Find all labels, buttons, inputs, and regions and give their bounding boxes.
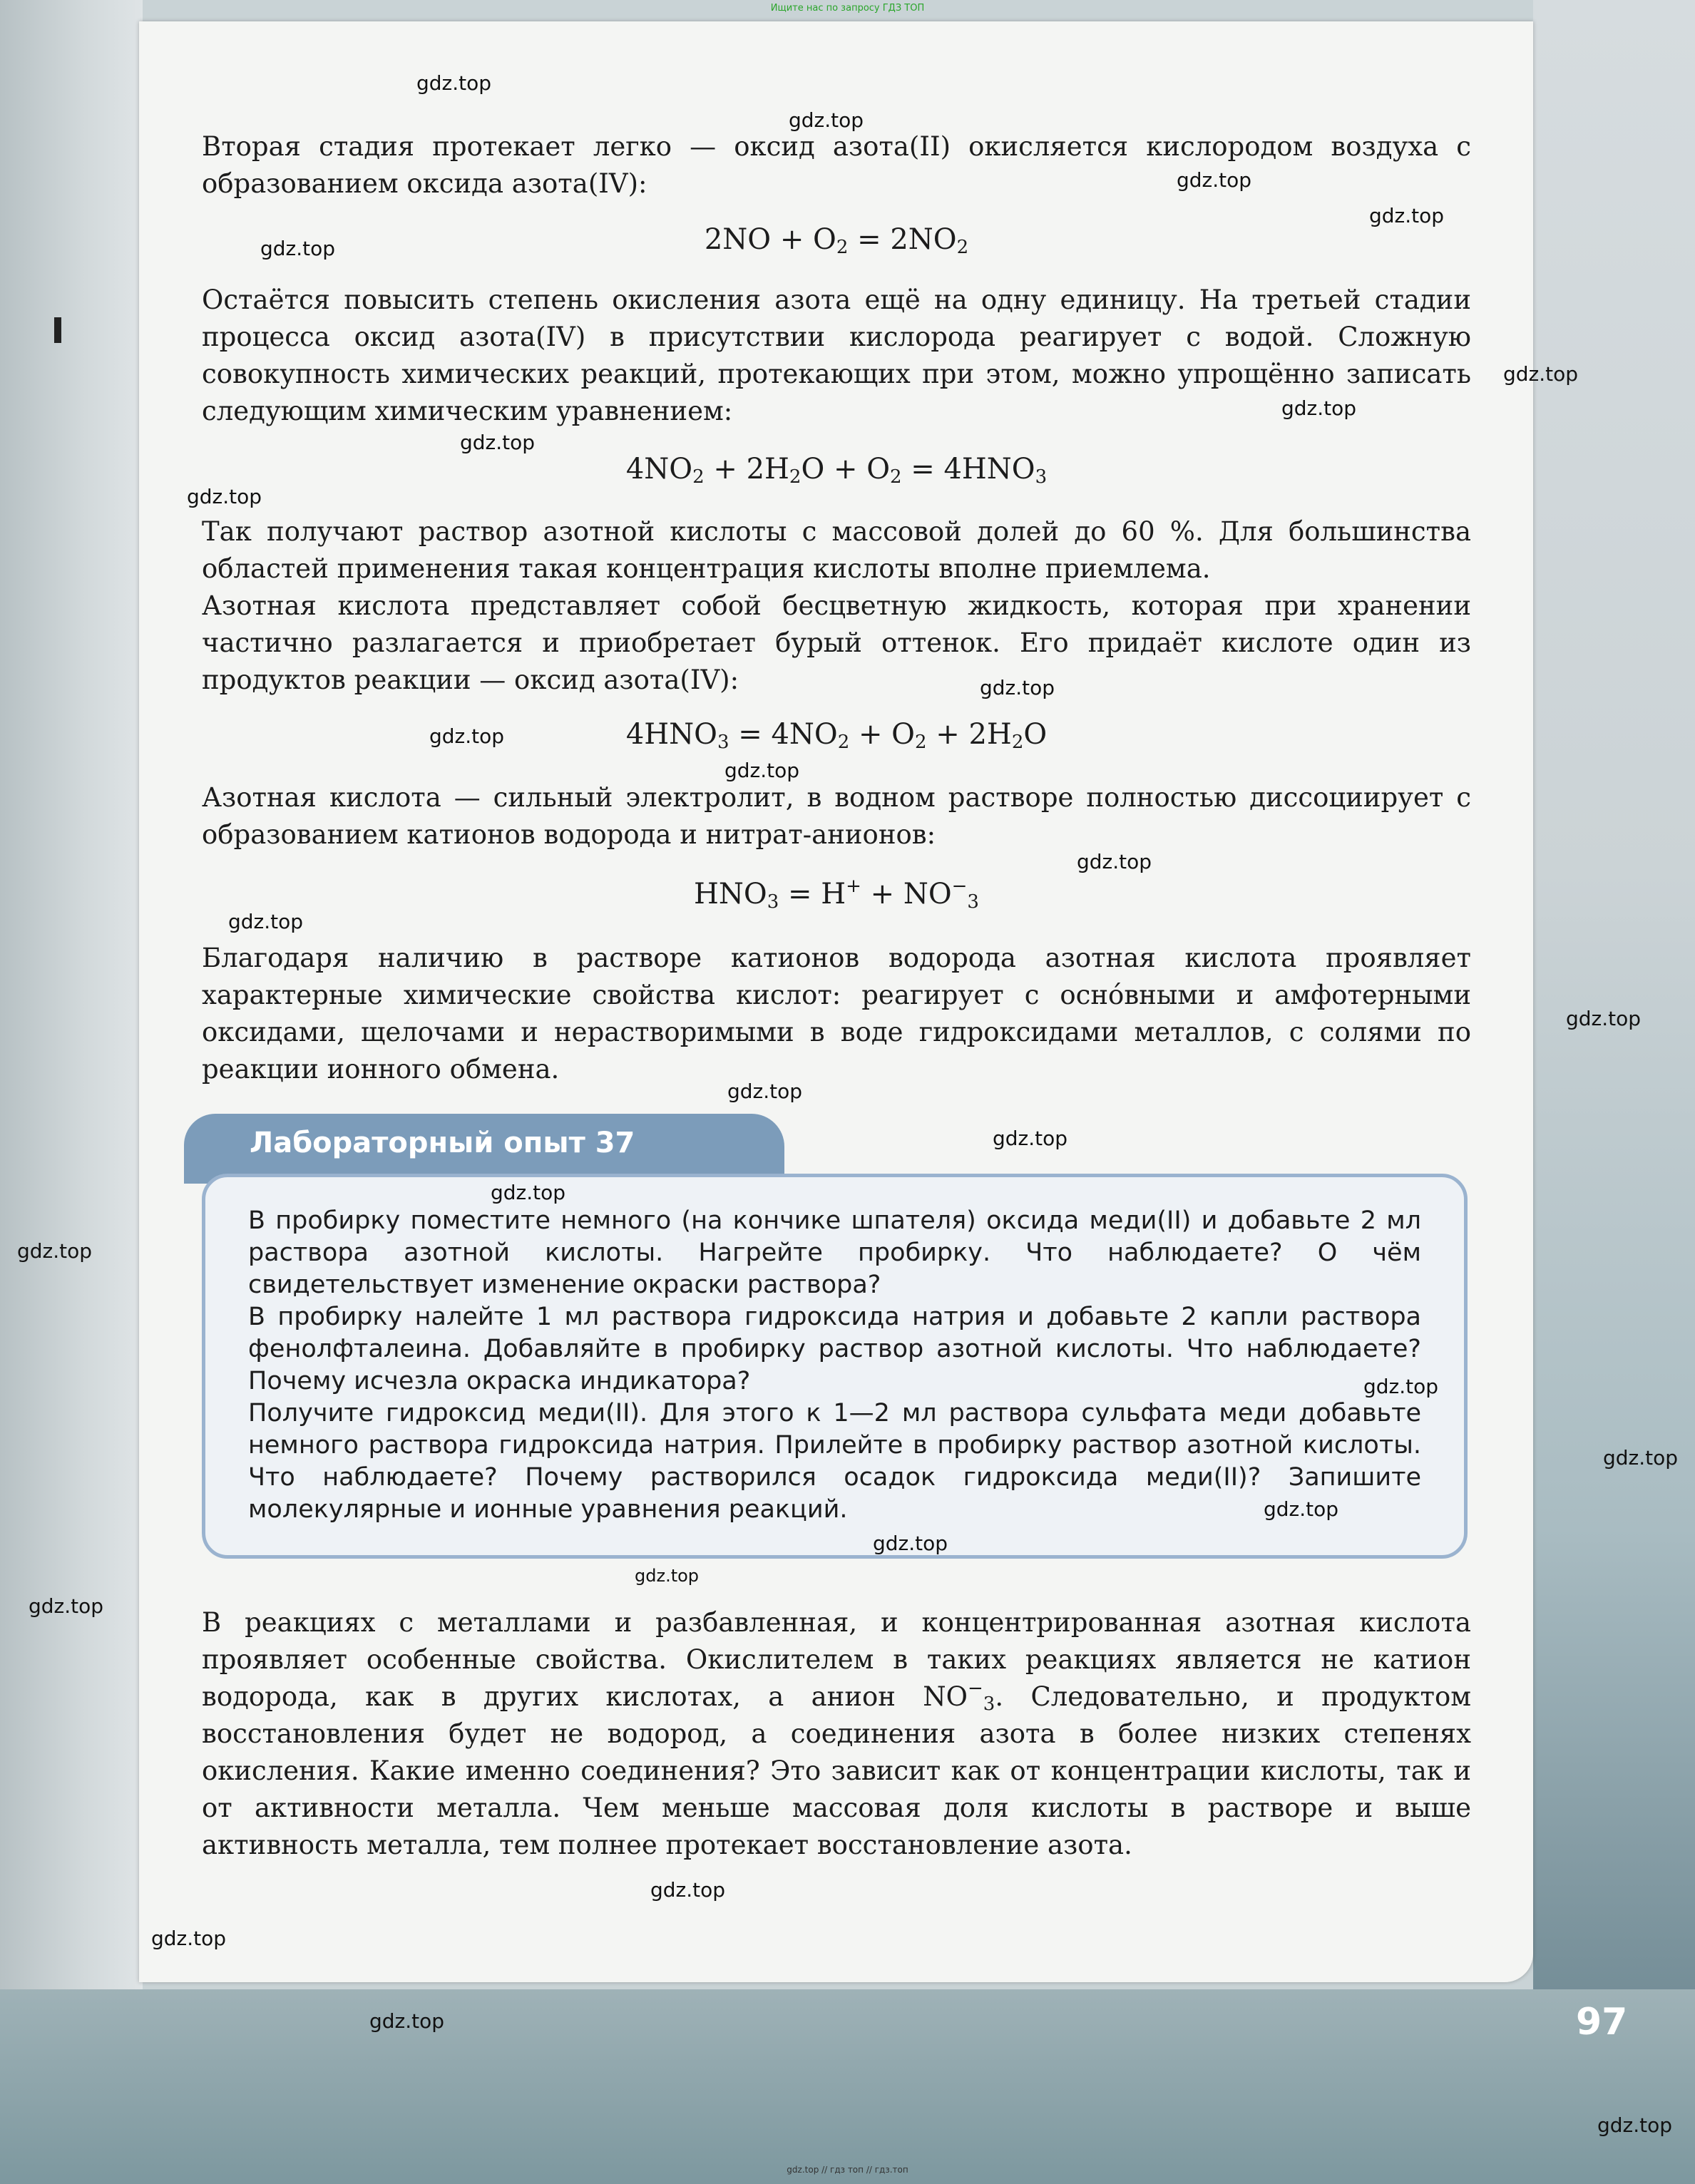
watermark: gdz.top <box>650 1878 726 1902</box>
lab-instructions <box>248 1205 1421 1526</box>
paragraph-4: Азотная кислота представляет собой бесцветную жидкость, которая при хранении частично разлагается и приобретает бурый оттенок. Его придаёт кислоте один из продуктов реакции — оксид азота(IV): <box>202 590 1471 695</box>
left-background <box>0 0 143 2184</box>
paragraph-5: Азотная кислота — сильный электролит, в водном растворе полностью диссоциирует с образованием катионов водорода и нитрат-анионов: <box>202 782 1471 850</box>
paragraph-2: Остаётся повысить степень окисления азота ещё на одну единицу. На третьей стадии процесса оксид азота(IV) в присутствии кислорода реагирует с водой. Сложную совокупность химических реакций, протекающих при этом, можно упрощённо записать следующим химическим уравнением: <box>202 284 1471 426</box>
watermark: gdz.top <box>29 1594 104 1618</box>
bottom-background <box>0 1989 1695 2184</box>
lab-item: Получите гидроксид меди(II). Для этого к 1—2 мл раствора сульфата меди добавьте немного раствора гидроксида натрия. Прилейте в пробирку раствор азотной кислоты. Что наблюдаете? Почему растворился осадок гидроксида меди(II)? Запишите молекулярные и ионные уравнения реакций. <box>248 1399 1421 1524</box>
watermark: gdz.top <box>1281 396 1357 420</box>
watermark: gdz.top <box>460 431 536 454</box>
watermark: gdz.top <box>228 910 304 933</box>
watermark: gdz.top <box>1503 362 1579 386</box>
watermark: gdz.top <box>789 108 864 132</box>
watermark: gdz.top <box>873 1532 948 1555</box>
binding-mark <box>54 317 61 343</box>
header-note: Ищите нас по запросу ГДЗ ТОП <box>770 3 925 14</box>
right-background <box>1533 0 1695 2184</box>
watermark: gdz.top <box>187 485 262 508</box>
watermark: gdz.top <box>260 237 336 260</box>
equation-1: $2NO + O_2 = 2NO_2$ <box>704 223 969 258</box>
watermark: gdz.top <box>429 724 505 748</box>
equation-2: $4NO_2 + 2H_2O + O_2 = 4HNO_3$ <box>625 453 1048 488</box>
watermark: gdz.top <box>151 1927 227 1950</box>
lab-item: В пробирку поместите немного (на кончике шпателя) оксида меди(II) и добавьте 2 мл раствора азотной кислоты. Нагрейте пробирку. Что наблюдаете? О чём свидетельствует изменение окраски раствора? <box>248 1206 1421 1299</box>
paragraph-3: Так получают раствор азотной кислоты с массовой долей до 60 %. Для большинства областей применения такая концентрация кислоты вполне приемлема. <box>202 516 1471 584</box>
watermark: gdz.top <box>1177 168 1252 192</box>
watermark: gdz.top <box>369 2009 445 2033</box>
watermark: gdz.top <box>1597 2113 1673 2137</box>
paragraph-6: Благодаря наличию в растворе катионов водорода азотная кислота проявляет характерные химические свойства кислот: реагирует с оснóвными и амфотерными оксидами, щелочами и нерастворимыми в воде гидроксидами металлов, с солями по реакции ионного обмена. <box>202 943 1471 1085</box>
watermark: gdz.top <box>727 1080 803 1103</box>
watermark: gdz.top <box>1077 850 1152 873</box>
watermark: gdz.top <box>491 1181 566 1204</box>
paragraph-1: Вторая стадия протекает легко — оксид азота(II) окисляется кислородом воздуха с образованием оксида азота(IV): <box>202 131 1471 199</box>
page-number: 97 <box>1576 2001 1628 2044</box>
equation-3: $4HNO_3 = 4NO_2 + O_2 + 2H_2O$ <box>625 718 1048 753</box>
lab-title: Лабораторный опыт 37 <box>250 1127 635 1159</box>
watermark: gdz.top <box>980 676 1055 699</box>
footer-note: gdz.top // гдз топ // гдз.топ <box>787 2165 908 2175</box>
paragraph-7: В реакциях с металлами и разбавленная, и концентрированная азотная кислота проявляет особенные свойства. Окислителем в таких реакциях является не катион водорода, как в других кислотах, а анион $NO^-_3$. Следовательно, и продуктом восстановления будет не водород, а соединения азота в более низких степенях окисления. Какие именно соединения? Это зависит как от концентрации кислоты, так и от активности металла. Чем меньше массовая доля кислоты в растворе и выше активность металла, тем полнее протекает восстановление азота. <box>202 1607 1472 1860</box>
watermark: gdz.top <box>724 759 800 782</box>
watermark: gdz.top <box>1603 1446 1679 1470</box>
watermark: gdz.top <box>1369 204 1445 227</box>
watermark: gdz.top <box>1264 1497 1339 1521</box>
watermark: gdz.top <box>635 1566 700 1586</box>
lab-item: В пробирку налейте 1 мл раствора гидроксида натрия и добавьте 2 капли раствора фенолфталеина. Добавляйте в пробирку раствор азотной кислоты. Что наблюдаете? Почему исчезла окраска индикатора? <box>248 1303 1421 1395</box>
equation-4: $HNO_3 = H^+ + NO^-_3$ <box>694 876 979 913</box>
watermark: gdz.top <box>416 71 492 95</box>
watermark: gdz.top <box>993 1127 1068 1150</box>
watermark: gdz.top <box>1566 1007 1642 1030</box>
watermark: gdz.top <box>17 1239 93 1263</box>
watermark: gdz.top <box>1363 1375 1439 1398</box>
